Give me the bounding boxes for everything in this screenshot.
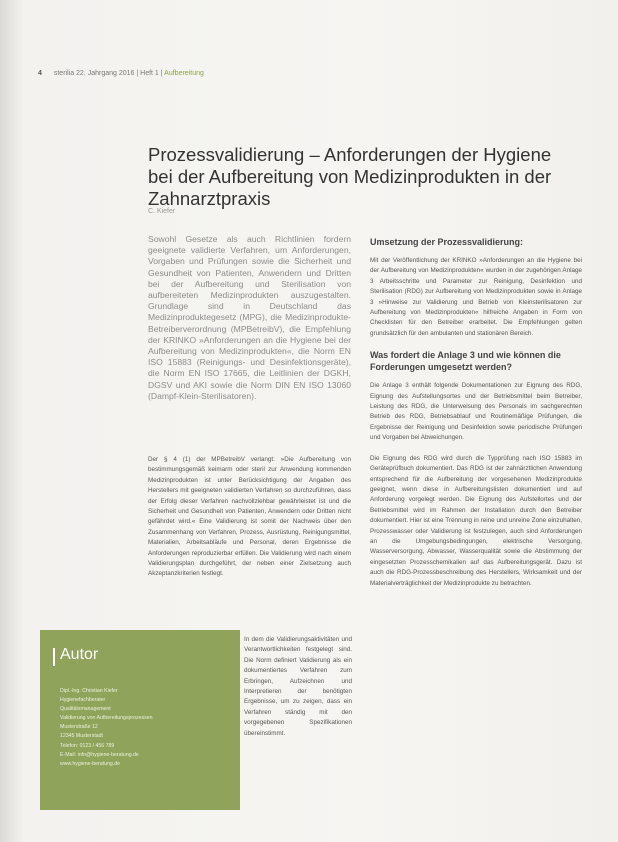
body-paragraph: Die Anlage 3 enthält folgende Dokumentationen zur Eignung des RDG, Eignung des Aufstellungsortes und der Betriebsmittel beim Betreiber, Leistung des RDG, die Unterweisung des Personals im sachgerechten Betrieb des RDG, Betriebsablauf und Routinemäßige Prüfungen, die Ergebnisse der Reinigung und Desinfektion sowie periodische Prüfungen und Vorgaben bei Abweichungen. xyxy=(370,382,582,442)
author-box xyxy=(40,630,240,810)
header-separator: | xyxy=(160,70,165,77)
body-paragraph: Mit der Veröffentlichung der KRINKO »Anforderungen an die Hygiene bei der Aufbereitung von Medizinprodukten« wurden in der zugehörigen Anlage 3 Arbeitsschritte und Parameter zur Reinigung, Desinfektion und Sterilisation (RDG) zur Aufbereitung von Medizinprodukten sowie in Anlage 3 »Hinweise zur Validierung und Betrieb von Kleinsterilisatoren zur Aufbereitung von Medizinprodukten« hilfreiche Angaben in Form von Checklisten für den Betreiber erarbeitet. Die Empfehlungen gelten grundsätzlich für den ambulanten und stationären Bereich. xyxy=(370,257,582,337)
author-info-line: Dipl.-Ing. Christian Kiefer xyxy=(60,688,118,694)
subheading: Was fordert die Anlage 3 und wie können die Forderungen umgesetzt werden? xyxy=(370,350,561,373)
author-info-line: Qualitätsmanagement xyxy=(60,706,111,713)
body-paragraph: Der § 4 (1) der MPBetreibV verlangt: »Die Aufbereitung von bestimmungsgemäß keimarm oder steril zur Anwendung kommenden Medizinprodukten ist unter Berücksichtigung der Angaben des Herstellers mit geeigneten validierten Verfahren so durchzuführen, dass der Erfolg dieser Verfahren nachvollziehbar gewährleistet ist und die Sicherheit und Gesundheit von Patienten, Anwendern oder Dritten nicht gefährdet wird.« Eine Validierung ist somit der Nachweis über den Zusammenhang von Verfahren, Prozess, Ausrüstung, Reinigungsmittel, Materialien, Arbeitsabläufe und Personal, deren Ergebnisse die Anforderungen reproduzierbar erfüllen. Die Validierung wird nach einem Validierungsplan durchgeführt, der neben einer Zielsetzung auch Akzeptanzkriterien festlegt. xyxy=(148,456,351,578)
running-header xyxy=(38,70,204,77)
left-column-continued xyxy=(244,635,352,749)
header-separator: | xyxy=(136,70,141,77)
author-contact-info xyxy=(60,687,230,769)
journal-name: sterilia 22. Jahrgang 2016 xyxy=(53,70,135,77)
body-paragraph: In dem die Validierungsaktivitäten und Verantwortlichkeiten festgelegt sind. Die Norm definiert Validierung als ein dokumentiertes Verfahren zum Erbringen, Aufzeichnen und Interpretieren der benötigten Ergebnisse, um zu zeigen, dass ein Verfahren ständig mit den vorgegebenen Spezifikationen übereinstimmt. xyxy=(244,636,352,737)
author-info-line: Telefon: 0123 / 456 789 xyxy=(60,742,115,749)
author-byline: C. Kiefer xyxy=(148,208,176,215)
body-paragraph: Die Eignung des RDG wird durch die Typprüfung nach ISO 15883 im Geräteprüfbuch dokumentiert. Das RDG ist der zahnärztlichen Anwendung entsprechend für die Aufbereitung der vorgesehenen Medizinprodukte geeignet, wenn diese in Aufbereitungslisten dokumentiert und auf Anforderung vorgelegt werden. Die Eignung des Aufstellortes und der Betriebsmittel wird im Rahmen der Installation durch den Betreiber dokumentiert. Hier ist eine Trennung in reine und unreine Zone einzuhalten, Prozesswasser oder Validierung ist festzulegen, auch sind Anforderungen an die Umgebungsbedingungen, elektrische Versorgung, Wasserversorgung, Abwasser, Wasserqualität sowie die Abstimmung der eingesetzten Prozesschemikalien auf das Aufbereitungsgerät. Dazu ist auch die RDG-Prozessbeschreibung des Herstellers, Wirksamkeit und der Materialverträglichkeit der Medizinprodukte zu betrachten. xyxy=(370,454,582,587)
lead-paragraph: Sowohl Gesetze als auch Richtlinien fordern geeignete validierte Verfahren, um Anforderungen, Vorgaben und Prüfungen sowie die Sicherheit und Gesundheit von Patienten, Anwendern und Dritten bei der Aufbereitung und Sterilisation von aufbereiteten Medizinprodukten auszugestalten. Grundlage sind in Deutschland das Medizinproduktegesetz (MPG), die Medizinprodukte-Betreiberverordnung (MPBetreibV), die Empfehlung der KRINKO »Anforderungen an die Hygiene bei der Aufbereitung von Medizinprodukten«, die Norm EN ISO 15883 (Reinigungs- und Desinfektionsgeräte), die Norm EN ISO 17665, die Leitlinien der DGKH, DGSV und AKI sowie die Norm DIN EN ISO 13060 (Dampf-Klein-Sterilisatoren). xyxy=(148,234,351,401)
right-column xyxy=(370,236,582,599)
section-name: Aufbereitung xyxy=(164,70,204,77)
article-title: Prozessvalidierung – Anforderungen der Hygiene bei der Aufbereitung von Medizinprodukten in der Zahnarztpraxis xyxy=(148,144,552,210)
author-info-line: 12345 Musterstadt xyxy=(60,733,103,740)
left-column xyxy=(148,455,351,590)
page-number: 4 xyxy=(38,70,42,77)
author-info-line: E-Mail: info@hygiene-beratung.de xyxy=(60,751,139,758)
author-box-heading: Autor xyxy=(60,646,99,663)
issue-number: Heft 1 xyxy=(140,70,159,77)
author-info-line: Validierung von Aufbereitungsprozessen xyxy=(60,715,153,722)
subheading: Umsetzung der Prozessvalidierung: xyxy=(370,237,524,247)
author-info-line: www.hygiene-beratung.de xyxy=(60,760,120,767)
author-info-line: Hygienefachberater xyxy=(60,697,106,704)
author-info-line: Musterstraße 12 xyxy=(60,724,98,731)
